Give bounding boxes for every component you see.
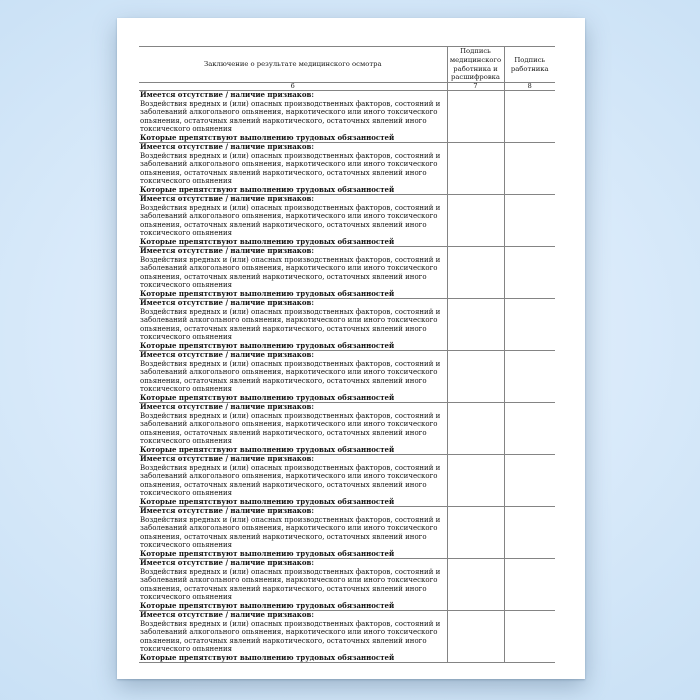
row-body-line: Воздействия вредных и (или) опасных производственных факторов, состояний и — [140, 463, 441, 472]
row-footer: Которые препятствуют выполнению трудовых обязанностей — [140, 444, 395, 454]
row-body-line: заболеваний алкогольного опьянения, наркотического или иного токсического — [140, 264, 438, 272]
table-header-row — [139, 47, 555, 83]
conclusion-cell — [139, 403, 447, 455]
medic-signature-cell — [447, 455, 504, 507]
conclusion-cell — [139, 351, 447, 403]
row-footer: Которые препятствуют выполнению трудовых обязанностей — [140, 132, 395, 142]
row-body-line: опьянения, остаточных явлений наркотического, остаточных явлений иного — [140, 376, 427, 385]
row-footer: Которые препятствуют выполнению трудовых обязанностей — [140, 652, 395, 662]
conclusion-text-block — [139, 559, 447, 610]
row-body-line: Воздействия вредных и (или) опасных производственных факторов, состояний и — [140, 255, 441, 264]
conclusion-cell — [139, 91, 447, 143]
row-body-line: заболеваний алкогольного опьянения, наркотического или иного токсического — [140, 316, 438, 324]
medic-signature-cell — [447, 611, 504, 663]
conclusion-text-block — [139, 455, 447, 506]
conclusion-table-row — [139, 247, 555, 299]
conclusion-text-block — [139, 195, 447, 246]
column-number-8: 8 — [504, 83, 555, 91]
medic-signature-cell — [447, 91, 504, 143]
row-body-line: токсического опьянения — [140, 125, 233, 133]
column-number-7: 7 — [447, 83, 504, 91]
conclusion-table-row — [139, 299, 555, 351]
worker-signature-cell — [504, 143, 555, 195]
row-body-line: заболеваний алкогольного опьянения, наркотического или иного токсического — [140, 212, 438, 220]
row-body-line: опьянения, остаточных явлений наркотического, остаточных явлений иного — [140, 324, 427, 333]
row-footer: Которые препятствуют выполнению трудовых обязанностей — [140, 392, 395, 402]
row-body-line: заболеваний алкогольного опьянения, наркотического или иного токсического — [140, 628, 438, 636]
conclusion-text-block — [139, 611, 447, 662]
conclusion-table-row — [139, 559, 555, 611]
row-body-text — [140, 308, 447, 342]
row-body-text — [140, 204, 447, 238]
conclusion-table-row — [139, 611, 555, 663]
row-body-line: Воздействия вредных и (или) опасных производственных факторов, состояний и — [140, 411, 441, 420]
row-heading: Имеется отсутствие / наличие признаков: — [140, 194, 314, 203]
row-footer: Которые препятствуют выполнению трудовых обязанностей — [140, 288, 395, 298]
row-body-line: токсического опьянения — [140, 489, 233, 497]
conclusion-cell — [139, 195, 447, 247]
column-number-6: 6 — [139, 83, 447, 91]
medic-signature-cell — [447, 403, 504, 455]
conclusion-text-block — [139, 299, 447, 350]
row-body-line: Воздействия вредных и (или) опасных производственных факторов, состояний и — [140, 151, 441, 160]
row-body-line: заболеваний алкогольного опьянения, наркотического или иного токсического — [140, 524, 438, 532]
row-body-line: токсического опьянения — [140, 333, 233, 341]
row-body-text — [140, 100, 447, 134]
row-body-line: Воздействия вредных и (или) опасных производственных факторов, состояний и — [140, 619, 441, 628]
row-footer: Которые препятствуют выполнению трудовых обязанностей — [140, 184, 395, 194]
conclusion-cell — [139, 559, 447, 611]
conclusion-cell — [139, 455, 447, 507]
row-heading: Имеется отсутствие / наличие признаков: — [140, 142, 314, 151]
conclusion-cell — [139, 507, 447, 559]
conclusion-text-block — [139, 507, 447, 558]
worker-signature-cell — [504, 351, 555, 403]
row-heading: Имеется отсутствие / наличие признаков: — [140, 402, 314, 411]
row-body-line: опьянения, остаточных явлений наркотического, остаточных явлений иного — [140, 168, 427, 177]
conclusion-table-row — [139, 143, 555, 195]
conclusion-text-block — [139, 143, 447, 194]
row-body-line: токсического опьянения — [140, 177, 233, 185]
medic-signature-cell — [447, 507, 504, 559]
row-footer: Которые препятствуют выполнению трудовых обязанностей — [140, 600, 395, 610]
row-body-line: опьянения, остаточных явлений наркотического, остаточных явлений иного — [140, 428, 427, 437]
worker-signature-cell — [504, 455, 555, 507]
row-body-line: заболеваний алкогольного опьянения, наркотического или иного токсического — [140, 420, 438, 428]
row-heading: Имеется отсутствие / наличие признаков: — [140, 298, 314, 307]
conclusion-text-block — [139, 247, 447, 298]
row-body-line: Воздействия вредных и (или) опасных производственных факторов, состояний и — [140, 203, 441, 212]
worker-signature-cell — [504, 247, 555, 299]
row-body-line: опьянения, остаточных явлений наркотического, остаточных явлений иного — [140, 272, 427, 281]
row-heading: Имеется отсутствие / наличие признаков: — [140, 506, 314, 515]
row-body-line: токсического опьянения — [140, 281, 233, 289]
row-body-line: токсического опьянения — [140, 437, 233, 445]
row-body-line: токсического опьянения — [140, 645, 233, 653]
row-heading: Имеется отсутствие / наличие признаков: — [140, 90, 314, 99]
medical-exam-form-table — [139, 46, 555, 663]
row-heading: Имеется отсутствие / наличие признаков: — [140, 350, 314, 359]
row-heading: Имеется отсутствие / наличие признаков: — [140, 558, 314, 567]
conclusion-text-block — [139, 91, 447, 142]
row-body-line: заболеваний алкогольного опьянения, наркотического или иного токсического — [140, 160, 438, 168]
conclusion-table-row — [139, 507, 555, 559]
row-body-line: Воздействия вредных и (или) опасных производственных факторов, состояний и — [140, 515, 441, 524]
worker-signature-cell — [504, 91, 555, 143]
conclusion-cell — [139, 299, 447, 351]
row-footer: Которые препятствуют выполнению трудовых обязанностей — [140, 236, 395, 246]
medic-signature-cell — [447, 195, 504, 247]
row-body-line: опьянения, остаточных явлений наркотического, остаточных явлений иного — [140, 480, 427, 489]
row-body-line: Воздействия вредных и (или) опасных производственных факторов, состояний и — [140, 307, 441, 316]
column-number-row — [139, 83, 555, 91]
worker-signature-cell — [504, 299, 555, 351]
row-heading: Имеется отсутствие / наличие признаков: — [140, 610, 314, 619]
header-worker-signature: Подпись работника — [504, 47, 555, 83]
header-medic-signature: Подпись медицинского работника и расшифровка — [447, 47, 504, 83]
row-footer: Которые препятствуют выполнению трудовых обязанностей — [140, 340, 395, 350]
document-page — [117, 18, 585, 679]
row-body-line: Воздействия вредных и (или) опасных производственных факторов, состояний и — [140, 359, 441, 368]
medic-signature-cell — [447, 299, 504, 351]
row-heading: Имеется отсутствие / наличие признаков: — [140, 246, 314, 255]
row-body-line: заболеваний алкогольного опьянения, наркотического или иного токсического — [140, 368, 438, 376]
row-body-line: токсического опьянения — [140, 229, 233, 237]
conclusion-table-row — [139, 455, 555, 507]
conclusion-table-row — [139, 195, 555, 247]
row-body-line: опьянения, остаточных явлений наркотического, остаточных явлений иного — [140, 584, 427, 593]
row-body-line: токсического опьянения — [140, 541, 233, 549]
row-body-line: заболеваний алкогольного опьянения, наркотического или иного токсического — [140, 472, 438, 480]
row-body-text — [140, 620, 447, 654]
row-body-text — [140, 464, 447, 498]
medic-signature-cell — [447, 351, 504, 403]
medic-signature-cell — [447, 559, 504, 611]
row-footer: Которые препятствуют выполнению трудовых обязанностей — [140, 548, 395, 558]
row-footer: Которые препятствуют выполнению трудовых обязанностей — [140, 496, 395, 506]
row-body-line: опьянения, остаточных явлений наркотического, остаточных явлений иного — [140, 220, 427, 229]
worker-signature-cell — [504, 403, 555, 455]
row-body-text — [140, 412, 447, 446]
row-body-line: токсического опьянения — [140, 593, 233, 601]
row-heading: Имеется отсутствие / наличие признаков: — [140, 454, 314, 463]
row-body-line: заболеваний алкогольного опьянения, наркотического или иного токсического — [140, 108, 438, 116]
row-body-text — [140, 360, 447, 394]
row-body-line: токсического опьянения — [140, 385, 233, 393]
worker-signature-cell — [504, 611, 555, 663]
medic-signature-cell — [447, 247, 504, 299]
row-body-line: заболеваний алкогольного опьянения, наркотического или иного токсического — [140, 576, 438, 584]
conclusion-cell — [139, 247, 447, 299]
row-body-line: опьянения, остаточных явлений наркотического, остаточных явлений иного — [140, 532, 427, 541]
header-conclusion: Заключение о результате медицинского осмотра — [139, 47, 447, 83]
worker-signature-cell — [504, 195, 555, 247]
row-body-line: опьянения, остаточных явлений наркотического, остаточных явлений иного — [140, 636, 427, 645]
conclusion-text-block — [139, 351, 447, 402]
conclusion-table-row — [139, 403, 555, 455]
row-body-line: Воздействия вредных и (или) опасных производственных факторов, состояний и — [140, 567, 441, 576]
worker-signature-cell — [504, 559, 555, 611]
row-body-line: опьянения, остаточных явлений наркотического, остаточных явлений иного — [140, 116, 427, 125]
conclusion-table-row — [139, 351, 555, 403]
conclusion-text-block — [139, 403, 447, 454]
row-body-text — [140, 256, 447, 290]
medic-signature-cell — [447, 143, 504, 195]
worker-signature-cell — [504, 507, 555, 559]
conclusion-cell — [139, 143, 447, 195]
row-body-line: Воздействия вредных и (или) опасных производственных факторов, состояний и — [140, 99, 441, 108]
row-body-text — [140, 152, 447, 186]
conclusion-cell — [139, 611, 447, 663]
row-body-text — [140, 568, 447, 602]
row-body-text — [140, 516, 447, 550]
conclusion-table-row — [139, 91, 555, 143]
